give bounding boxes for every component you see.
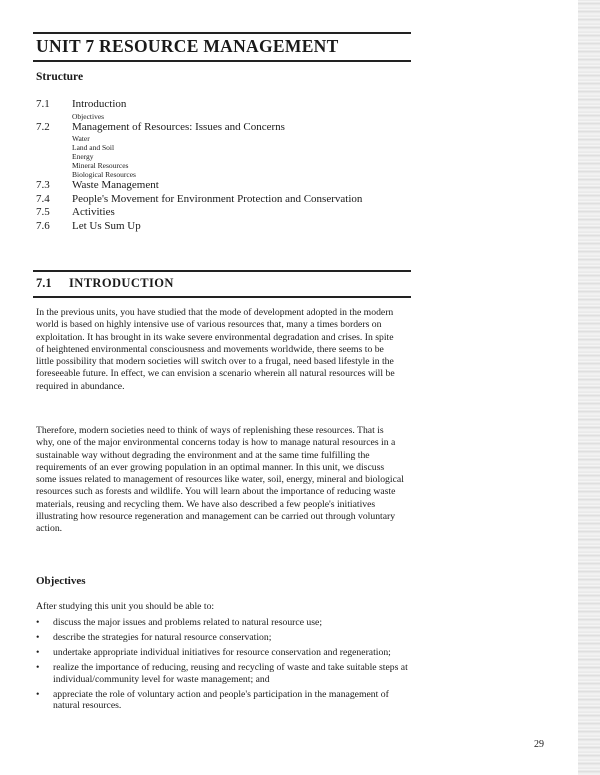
title-rule (33, 60, 411, 62)
page-edge-shadow (578, 0, 600, 775)
toc-subitem[interactable]: Objectives (72, 111, 105, 121)
structure-heading: Structure (36, 71, 84, 83)
objectives-heading: Objectives (36, 575, 86, 587)
bullet-icon: • (36, 617, 40, 628)
toc-subitem[interactable]: Mineral Resources (72, 161, 129, 170)
toc-subitem[interactable]: Energy (72, 152, 94, 161)
toc-item[interactable]: 7.1 Introduction (36, 98, 127, 110)
objectives-intro: After studying this unit you should be able to: (36, 601, 215, 612)
section-number: 7.1 (36, 276, 52, 290)
list-item: • describe the strategies for natural resource conservation; (36, 632, 272, 643)
section-title: INTRODUCTION (69, 276, 174, 290)
toc-item[interactable]: 7.4 People's Movement for Environment Protection and Conservation (36, 192, 363, 205)
intro-paragraph-2: Therefore, modern societies need to think of ways of replenishing these resources. That is why, one of the major environmental concerns today is how to manage natural resources in a sustainable way without degrading the environment and at the same time fulfilling the requirements of an ever growing population in an optimal manner. In this unit, we discuss some issues related to management of resources like water, soil, energy, mineral and biological resources such as forests and wildlife. You will learn about the importance of reducing waste materials, reusing and recycling them. We have also described a few people's initiatives illustrating how resource regeneration and management can be carried out through voluntary action. (36, 425, 404, 535)
toc-subitem[interactable]: Biological Resources (72, 170, 136, 179)
intro-paragraph-1: In the previous units, you have studied that the mode of development adopted in the modern world is based on highly intensive use of various resources that, many a times borders on exploitation. It has brought in its wake severe environmental degradation and crises. In spite of heightened environmental consciousness and movements worldwide, there seems to be little possibility that modern societies will switch over to a frugal, need based lifestyle in the foreseeable future. In effect, we can envision a scenario wherein all natural resources will be required in abundance. (36, 307, 395, 392)
toc-subitem[interactable]: Land and Soil (72, 143, 115, 152)
top-rule (33, 32, 411, 34)
bullet-icon: • (36, 688, 40, 700)
toc-item[interactable]: 7.6 Let Us Sum Up (36, 219, 141, 232)
bullet-icon: • (36, 647, 40, 658)
bullet-icon: • (36, 632, 40, 643)
toc-subitem[interactable]: Water (72, 134, 90, 143)
section-bottom-rule (33, 296, 411, 298)
toc-item[interactable]: 7.2 Management of Resources: Issues and Concerns (36, 120, 285, 133)
table-of-contents (36, 98, 416, 233)
toc-item[interactable]: 7.5 Activities (36, 206, 115, 218)
section-top-rule (33, 270, 411, 272)
unit-title: UNIT 7 RESOURCE MANAGEMENT (36, 36, 339, 56)
toc-item[interactable]: 7.3 Waste Management (36, 179, 159, 191)
objectives-list (36, 617, 408, 715)
page-number: 29 (534, 739, 544, 750)
list-item: • appreciate the role of voluntary action and people's participation in the management of natural resources. (36, 688, 389, 711)
list-item: • realize the importance of reducing, reusing and recycling of waste and take suitable steps at individual/community level for waste management; and (36, 662, 408, 685)
list-item: • discuss the major issues and problems related to natural resource use; (36, 617, 323, 628)
list-item: • undertake appropriate individual initiatives for resource conservation and regeneration; (36, 647, 391, 658)
bullet-icon: • (36, 662, 40, 673)
